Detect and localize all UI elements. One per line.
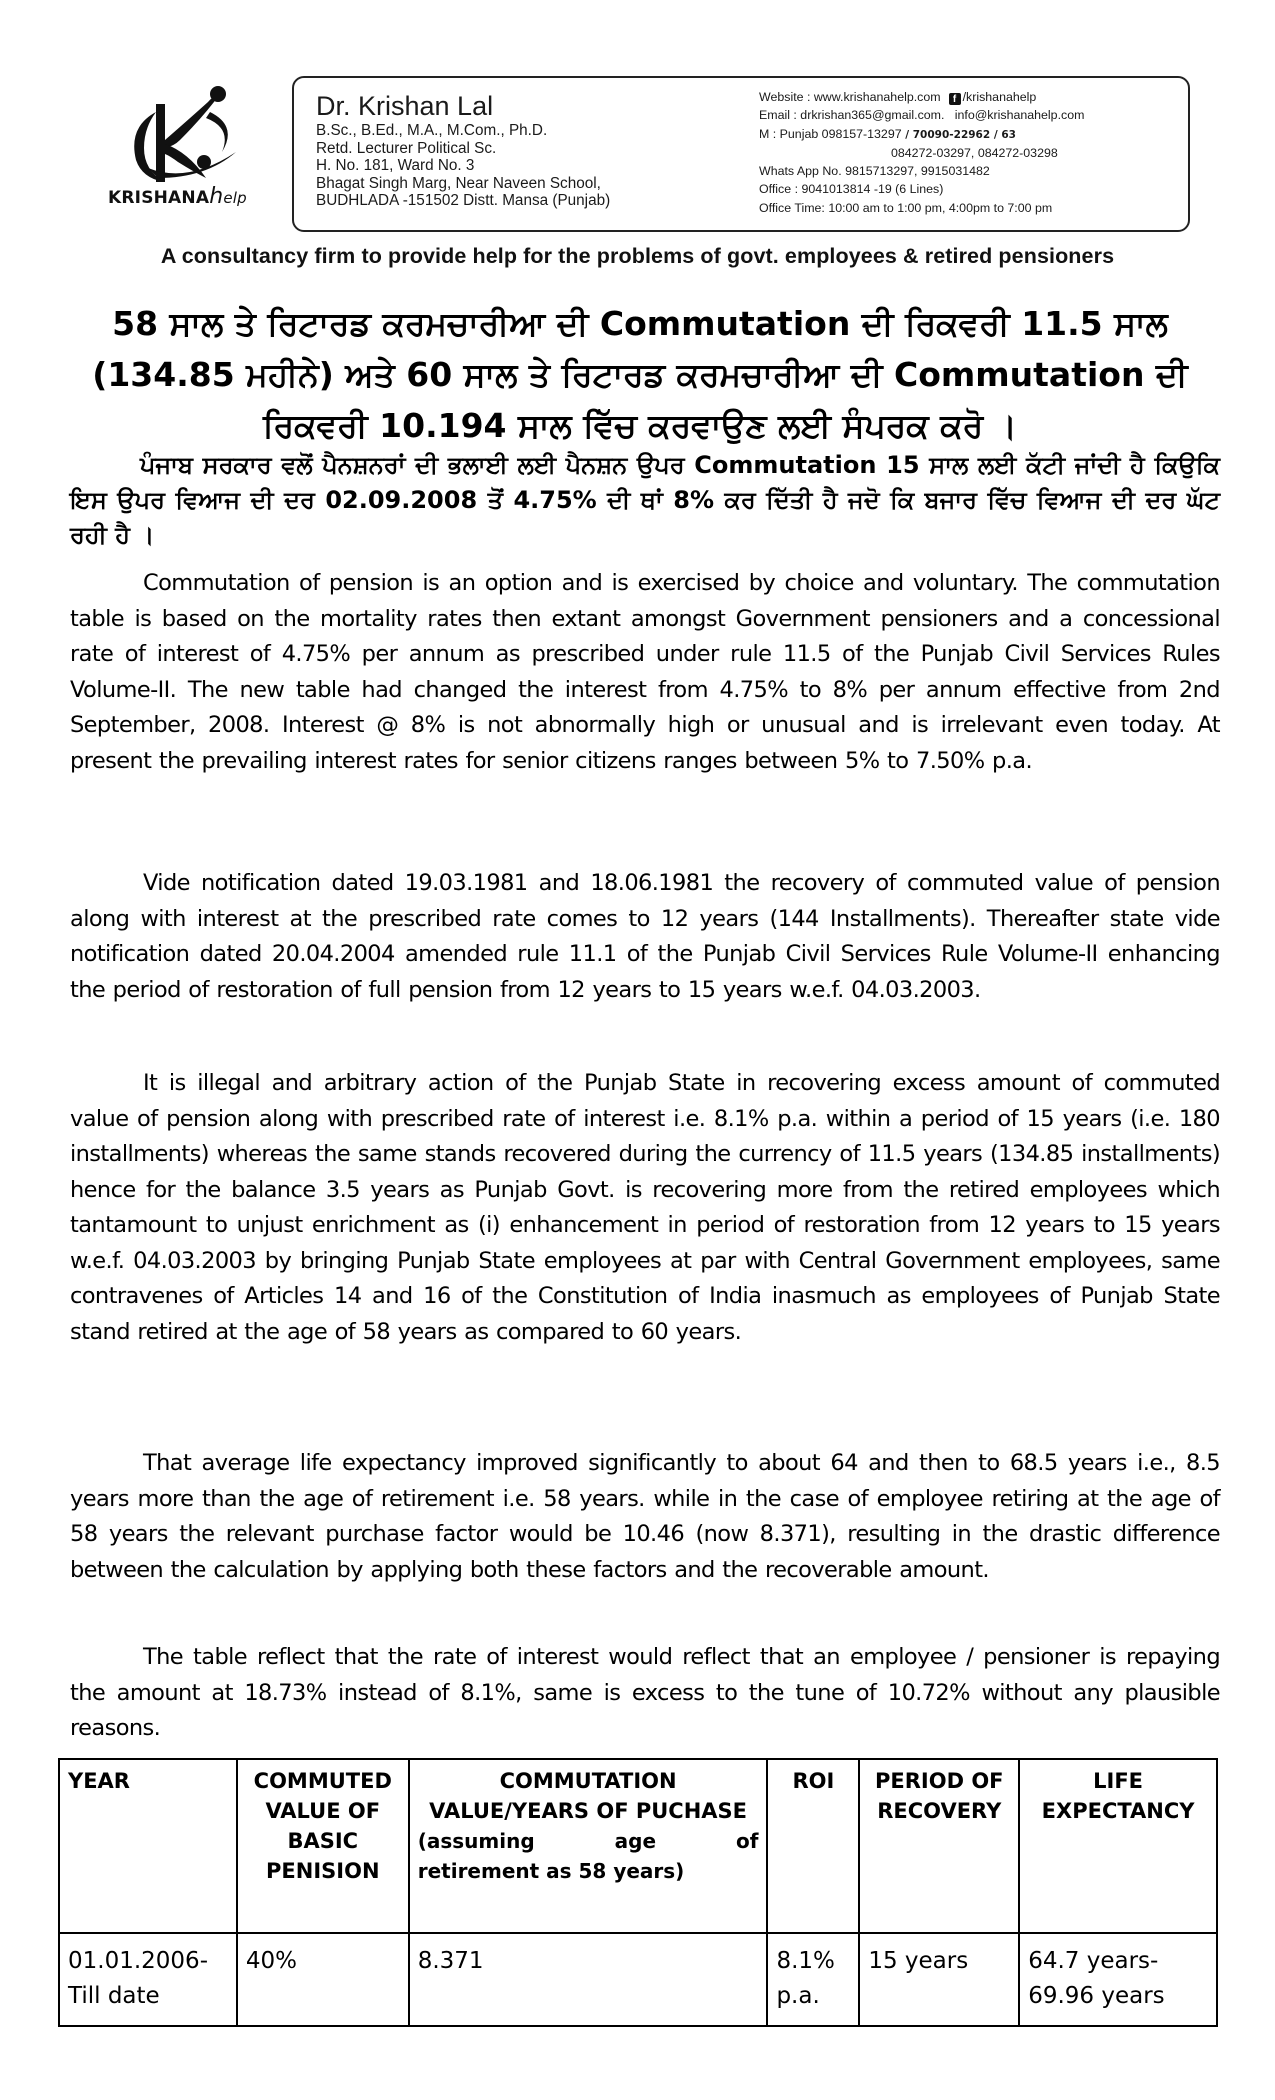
whatsapp-line: Whats App No. 9815713297, 9915031482	[759, 164, 990, 179]
table-header-row	[59, 1759, 1217, 1933]
header-year: YEAR	[59, 1759, 237, 1933]
website-line	[759, 88, 1084, 106]
title-line-3: ਰਿਕਵਰੀ 10.194 ਸਾਲ ਵਿੱਚ ਕਰਵਾਉਣ ਲਈ ਸੰਪਰਕ ਕਰੋ ।	[263, 406, 1017, 445]
page-title	[60, 298, 1220, 451]
brand-help-rest: elp	[223, 189, 247, 207]
email-line[interactable]: Email : drkrishan365@gmail.com. info@krishanahelp.com	[759, 108, 1085, 123]
krishana-k-figure-logo-icon	[118, 82, 258, 187]
qualifications: B.Sc., B.Ed., M.A., M.Com., Ph.D.	[316, 122, 548, 139]
header-commutation-note-2: retirement as 58 years)	[417, 1859, 685, 1883]
contact-person	[316, 90, 610, 210]
mobile-number-bold: / 70090-22962 / 63	[901, 128, 1016, 141]
commutation-table	[58, 1758, 1218, 2027]
table-row	[59, 1933, 1217, 2026]
facebook-handle[interactable]: /krishanahelp	[962, 90, 1037, 104]
commutation-table-wrapper	[58, 1758, 1218, 2027]
brand-wordmark	[108, 184, 278, 209]
cell-period: 15 years	[859, 1933, 1019, 2026]
brand-help-initial: h	[209, 184, 224, 209]
header-commutation-value-main: COMMUTATION VALUE/YEARS OF PUCHASE	[429, 1769, 748, 1823]
title-line-2: (134.85 ਮਹੀਨੇ) ਅਤੇ 60 ਸਾਲ ਤੇ ਰਿਟਾਰਡ ਕਰਮਚਾਰੀਆ ਦੀ Commutation ਦੀ	[92, 355, 1188, 394]
cell-life-expectancy: 64.7 years- 69.96 years	[1019, 1933, 1217, 2026]
cell-commutation-value: 8.371	[409, 1933, 768, 2026]
brand-help	[209, 184, 247, 209]
letterhead	[0, 0, 1275, 275]
paragraph-life-expectancy: That average life expectancy improved significantly to about 64 and then to 68.5 years i.e., 8.5 years more than the age of retirement i.e. 58 years. while in the case of employee retiring at the age of 58 years the relevant purchase factor would be 10.46 (now 8.371), resulting in the drastic difference between the calculation by applying both these factors and the recoverable amount.	[70, 1450, 1220, 1583]
header-commuted-value: COMMUTED VALUE OF BASIC PENISION	[237, 1759, 409, 1933]
cell-year: 01.01.2006- Till date	[59, 1933, 237, 2026]
header-roi: ROI	[767, 1759, 859, 1933]
brand-name: KRISHANA	[108, 188, 210, 208]
intro-punjabi: ਪੰਜਾਬ ਸਰਕਾਰ ਵਲੋਂ ਪੈਨਸ਼ਨਰਾਂ ਦੀ ਭਲਾਈ ਲਈ ਪੈਨਸ਼ਨ ਉਪਰ Commutation 15 ਸਾਲ ਲਈ ਕੱਟੀ ਜਾਂਦੀ ਹੈ ਕਿਉਕਿ ਇਸ ਉਪਰ ਵਿਆਜ ਦੀ ਦਰ 02.09.2008 ਤੋਂ 4.75% ਦੀ ਥਾਂ 8% ਕਰ ਦਿੱਤੀ ਹੈ ਜਦੋ ਕਿ ਬਜਾਰ ਵਿੱਚ ਵਿਆਜ ਦੀ ਦਰ ਘੱਟ ਰਹੀ ਹੈ ।	[70, 451, 1220, 549]
cell-commuted-value: 40%	[237, 1933, 409, 2026]
mobile-line-2: 084272-03297, 084272-03298	[891, 145, 1058, 160]
person-name: Dr. Krishan Lal	[316, 91, 494, 121]
brand-logo	[108, 82, 268, 212]
address-line-1: H. No. 181, Ward No. 3	[316, 157, 475, 174]
mobile-line	[759, 125, 1084, 144]
title-line-1: 58 ਸਾਲ ਤੇ ਰਿਟਾਰਡ ਕਰਮਚਾਰੀਆ ਦੀ Commutation ਦੀ ਰਿਕਵਰੀ 11.5 ਸਾਲ	[112, 304, 1168, 343]
office-time-line: Office Time: 10:00 am to 1:00 pm, 4:00pm to 7:00 pm	[759, 200, 1053, 215]
contact-box	[292, 76, 1190, 232]
facebook-icon: f	[949, 93, 961, 105]
designation: Retd. Lecturer Political Sc.	[316, 139, 497, 157]
header-period: PERIOD OF RECOVERY	[859, 1759, 1019, 1933]
tagline: A consultancy firm to provide help for the problems of govt. employees & retired pensioners	[160, 244, 1115, 268]
website-link[interactable]: Website : www.krishanahelp.com	[759, 90, 941, 104]
paragraph-notification: Vide notification dated 19.03.1981 and 18.06.1981 the recovery of commuted value of pension along with interest at the prescribed rate comes to 12 years (144 Installments). Thereafter state vide notification dated 20.04.2004 amended rule 11.1 of the Punjab Civil Services Rule Volume-II enhancing the period of restoration of full pension from 12 years to 15 years w.e.f. 04.03.2003.	[70, 870, 1220, 1003]
address-line-2: Bhagat Singh Marg, Near Naveen School,	[316, 174, 601, 192]
cell-roi: 8.1% p.a.	[767, 1933, 859, 2026]
office-phone-line: Office : 9041013814 -19 (6 Lines)	[759, 182, 944, 197]
paragraph-commutation-option: Commutation of pension is an option and is exercised by choice and voluntary. The commutation table is based on the mortality rates then extant amongst Government pensioners and a concessional rate of interest of 4.75% per annum as prescribed under rule 11.5 of the Punjab Civil Services Rules Volume-II. The new table had changed the interest from 4.75% to 8% per annum effective from 2nd September, 2008. Interest @ 8% is not abnormally high or unusual and is irrelevant even today. At present the prevailing interest rates for senior citizens ranges between 5% to 7.50% p.a.	[70, 570, 1220, 774]
header-commutation-note-1: (assuming age of	[417, 1829, 759, 1853]
paragraph-table-reflect: The table reflect that the rate of interest would reflect that an employee / pensioner is repaying the amount at 18.73% instead of 8.1%, same is excess to the tune of 10.72% without any plausible reasons.	[70, 1644, 1220, 1741]
header-commutation-value	[409, 1759, 768, 1933]
paragraph-illegal-action: It is illegal and arbitrary action of the Punjab State in recovering excess amount of commuted value of pension along with prescribed rate of interest i.e. 8.1% p.a. within a period of 15 years (i.e. 180 installments) whereas the same stands recovered during the currency of 11.5 years (134.85 installments) hence for the balance 3.5 years as Punjab Govt. is recovering more from the retired employees which tantamount to unjust enrichment as (i) enhancement in period of restoration from 12 years to 15 years w.e.f. 04.03.2003 by bringing Punjab State employees at par with Central Government employees, same contravenes of Articles 14 and 16 of the Constitution of India inasmuch as employees of Punjab State stand retired at the age of 58 years as compared to 60 years.	[70, 1070, 1220, 1345]
mobile-number: M : Punjab 098157-13297	[759, 126, 902, 141]
header-life-expectancy: LIFE EXPECTANCY	[1019, 1759, 1217, 1933]
contact-details	[759, 88, 1084, 217]
address-line-3: BUDHLADA -151502 Distt. Mansa (Punjab)	[316, 192, 611, 209]
